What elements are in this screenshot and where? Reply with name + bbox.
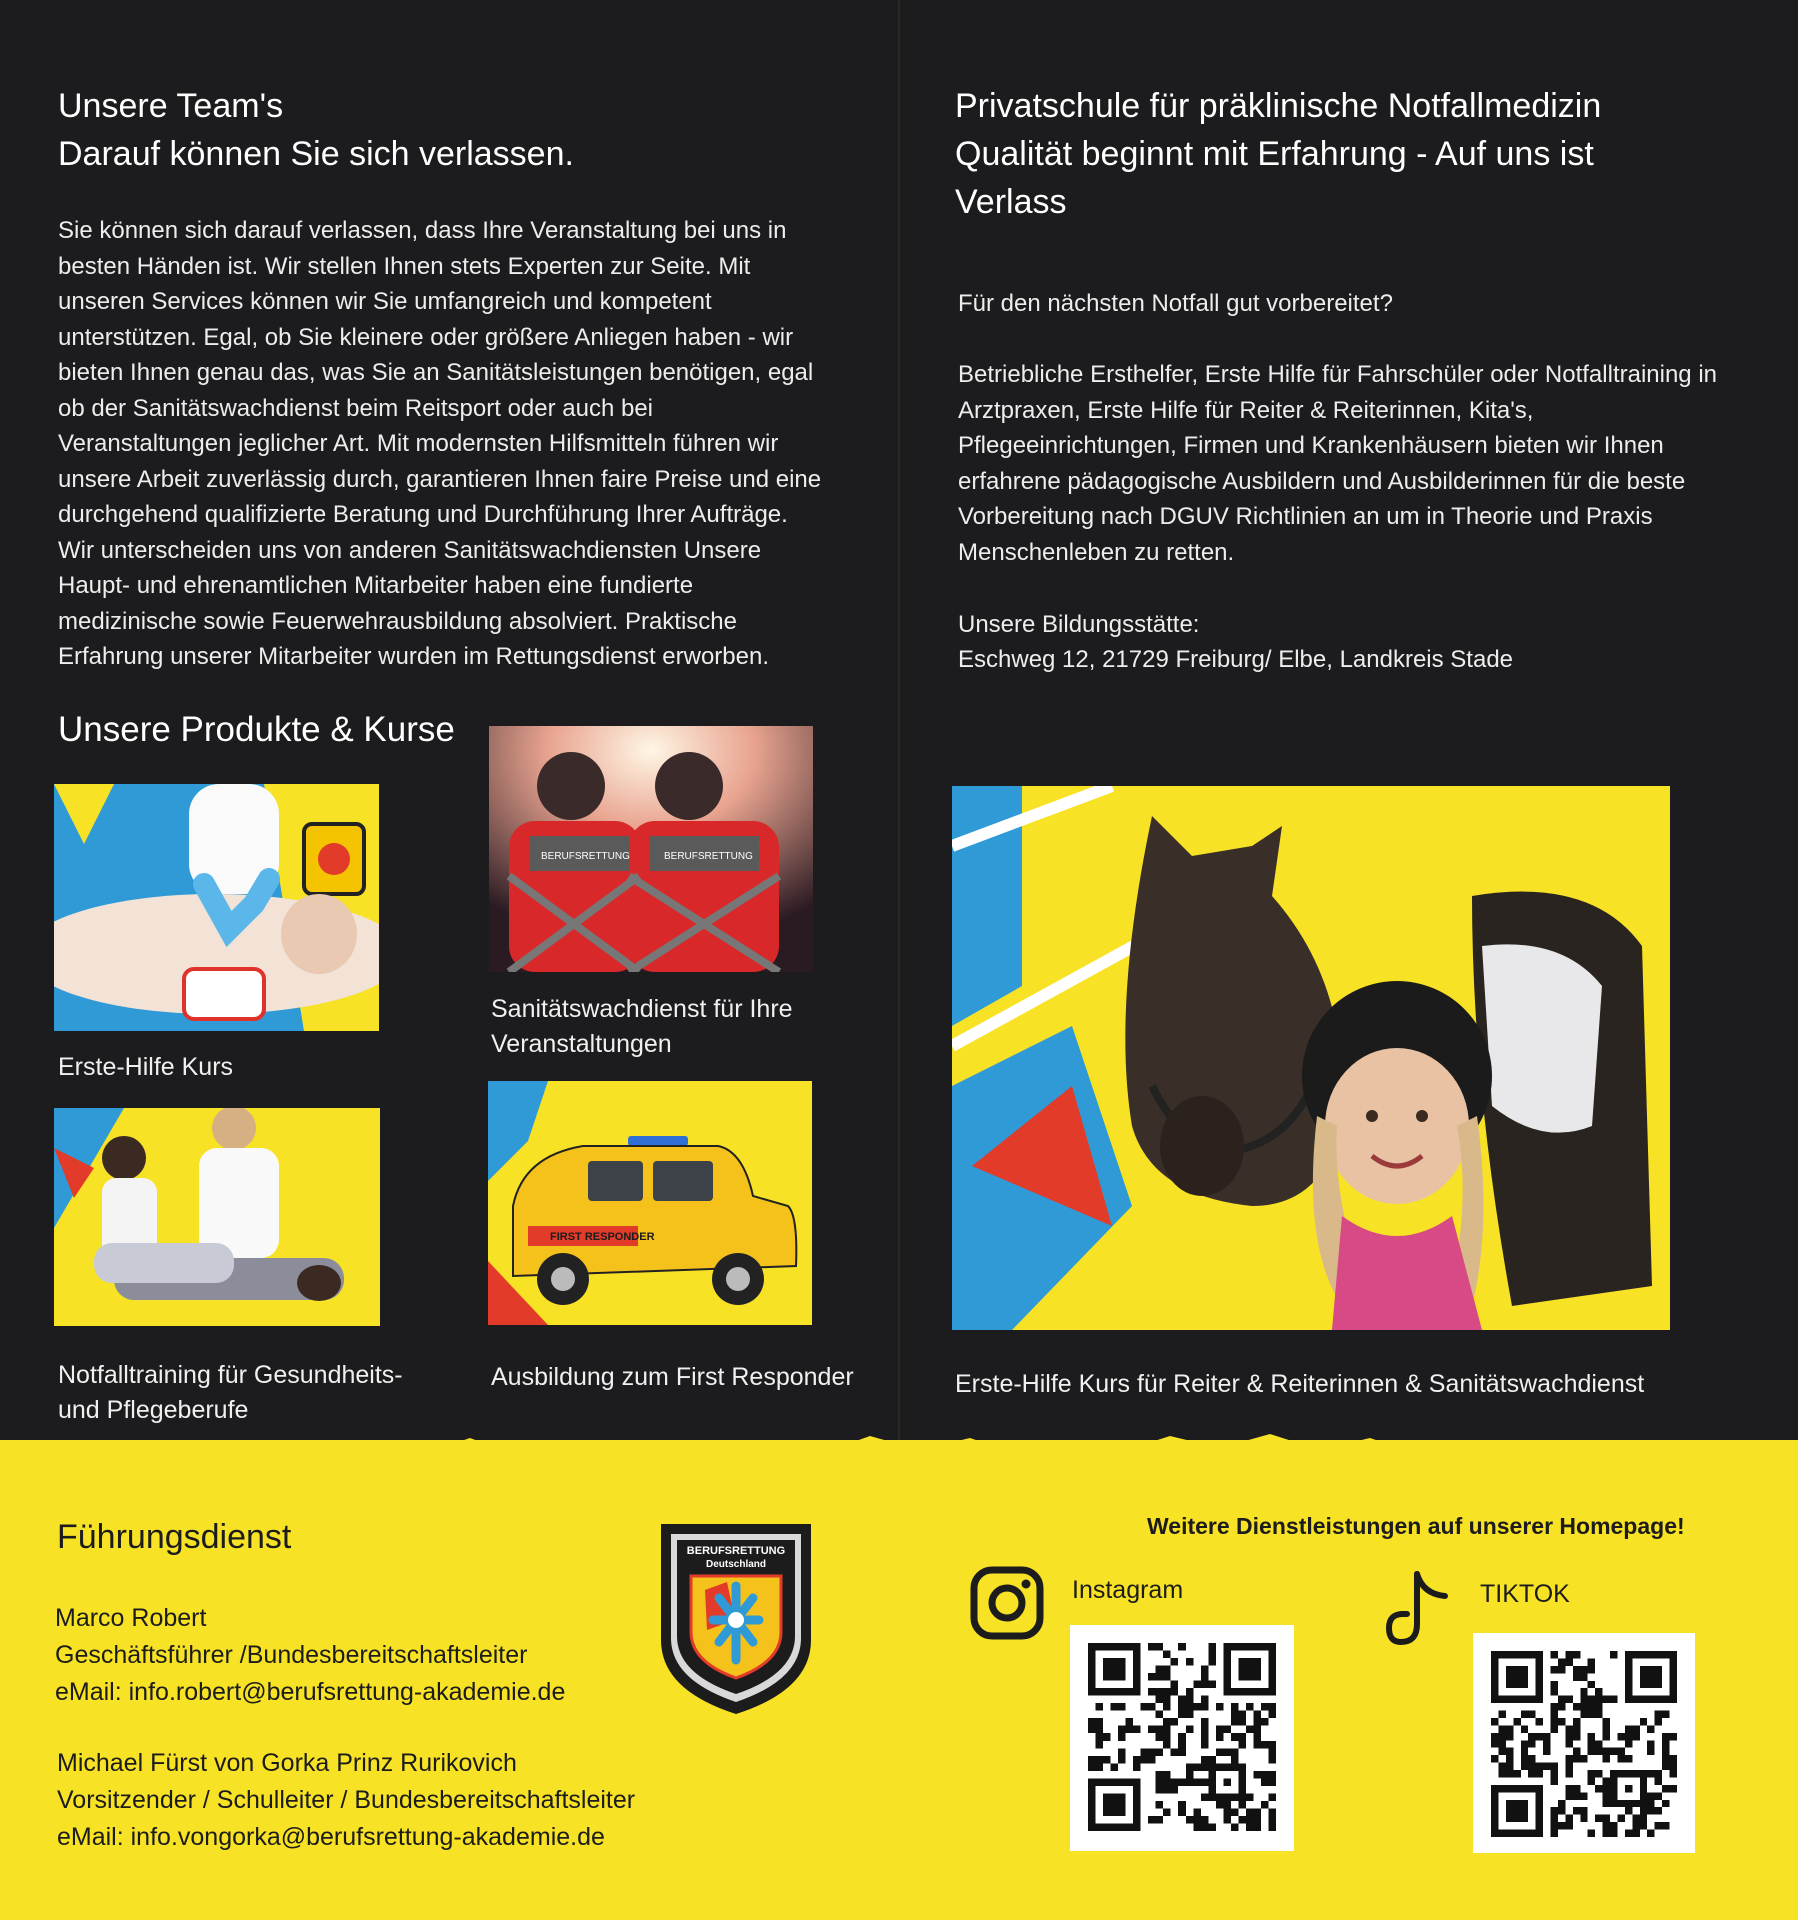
person2-email[interactable]: eMail: info.vongorka@berufsrettung-akademie.de [57, 1823, 605, 1851]
right-paragraph: Betriebliche Ersthelfer, Erste Hilfe für Fahrschüler oder Notfalltraining in Arztpraxen, Erste Hilfe für Reiter & Reiterinnen, Kita's, Pflegeeinrichtungen, Firmen und Krankenhäusern bieten wir Ihnen erfahrene pädagogische Ausbildern und Ausbilderinnen für die beste Vorbereitung nach DGUV Richtlinien an um in Theorie und Praxis Menschenleben zu retten. [958, 361, 1717, 566]
instagram-icon[interactable] [970, 1566, 1046, 1642]
person1-block [55, 1600, 565, 1711]
tiktok-label: TIKTOK [1480, 1580, 1570, 1608]
left-title [58, 82, 858, 178]
horse-photo-caption: Erste-Hilfe Kurs für Reiter & Reiterinnen & Sanitätswachdienst [955, 1370, 1645, 1398]
homepage-note: Weitere Dienstleistungen auf unserer Homepage! [1147, 1513, 1685, 1539]
jacket-text-1: BERUFSRETTUNG [541, 851, 630, 862]
product-caption-event-service: Sanitätswachdienst für Ihre Veranstaltungen [491, 995, 793, 1058]
left-intro-text: Sie können sich darauf verlassen, dass Ihre Veranstaltung bei uns in besten Händen ist. Wir stellen Ihnen stets Experten zur Seite. Mit unseren Services können wir Sie umfangreich und kompetent unterstützen. Egal, ob Sie kleinere oder größere Anliegen haben - wir bieten Ihnen genau das, was Sie an Sanitätsleistungen benötigen, egal ob der Sanitätswachdienst beim Reitsport oder auch bei Veranstaltungen jeglicher Art. Mit modernsten Hilfsmitteln führen wir unsere Arbeit zuverlässig durch, garantieren Ihnen faire Preise und eine durchgehend qualifizierte Beratung und Durchführung Ihrer Aufträge. Wir unterscheiden uns von anderen Sanitätswachdiensten Unsere Haupt- und ehrenamtlichen Mitarbeiter haben eine fundierte medizinische sowie Feuerwehrausbildung absolviert. Praktische Erfahrung unserer Mitarbeiter wurden im Rettungsdienst erworben. [58, 217, 822, 670]
car-text: FIRST RESPONDER [550, 1231, 655, 1243]
horse-rider-photo [952, 786, 1670, 1330]
instagram-qr-code[interactable] [1070, 1625, 1294, 1851]
person2-role: Vorsitzender / Schulleiter / Bundesbereitschaftsleiter [57, 1786, 636, 1814]
instagram-label: Instagram [1072, 1576, 1184, 1604]
product-caption-first-aid: Erste-Hilfe Kurs [58, 1053, 234, 1081]
left-title-line1: Unsere Team's [58, 87, 284, 125]
jacket-text-2: BERUFSRETTUNG [664, 851, 753, 862]
tiktok-qr-code[interactable] [1473, 1633, 1695, 1853]
person1-name: Marco Robert [55, 1604, 207, 1632]
care-training-photo [54, 1108, 380, 1326]
event-service-photo [489, 726, 813, 972]
badge-line2: Deutschland [705, 1559, 767, 1570]
product-caption-care-training: Notfalltraining für Gesundheits- und Pflegeberufe [58, 1361, 403, 1424]
left-title-line2: Darauf können Sie sich verlassen. [58, 135, 574, 173]
tiktok-icon[interactable] [1385, 1568, 1451, 1650]
berufsrettung-badge [657, 1520, 815, 1718]
location-label: Unsere Bildungsstätte: [958, 611, 1200, 638]
leadership-title: Führungsdienst [57, 1518, 292, 1556]
person1-role: Geschäftsführer /Bundesbereitschaftsleiter [55, 1641, 528, 1669]
product-caption-first-responder: Ausbildung zum First Responder [491, 1363, 854, 1391]
torn-edge [0, 1400, 1798, 1490]
right-question: Für den nächsten Notfall gut vorbereitet? [958, 290, 1393, 317]
first-aid-photo [54, 784, 379, 1031]
badge-line1: BERUFSRETTUNG [686, 1545, 786, 1557]
location-address: Eschweg 12, 21729 Freiburg/ Elbe, Landkreis Stade [958, 646, 1514, 673]
person2-name: Michael Fürst von Gorka Prinz Rurikovich [57, 1749, 517, 1777]
right-title: Privatschule für präklinische Notfallmedizin Qualität beginnt mit Erfahrung - Auf uns ist Verlass [955, 87, 1602, 221]
first-responder-photo [488, 1081, 812, 1325]
person1-email[interactable]: eMail: info.robert@berufsrettung-akademie.de [55, 1678, 566, 1706]
products-title: Unsere Produkte & Kurse [58, 710, 455, 749]
person2-block [57, 1745, 635, 1856]
